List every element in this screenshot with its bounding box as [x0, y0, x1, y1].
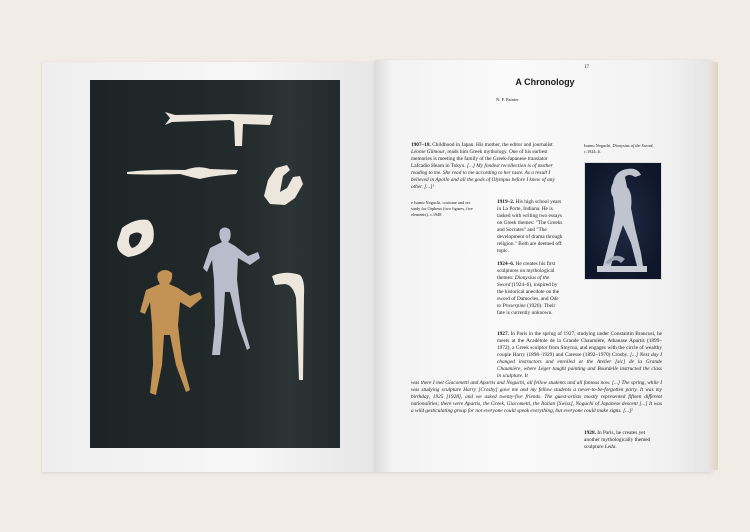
page-number: 17	[584, 65, 589, 70]
entry-text: (1926). Their fate is currently unknown.	[497, 303, 556, 316]
entry-year: 1919–2.	[497, 199, 515, 205]
left-photo-caption: e Isamu Noguchi, costume and set study for Orpheus (two figures, five elements), c.1948	[411, 200, 473, 217]
sculpture-caption	[584, 143, 662, 155]
entry-year: 1924–6.	[497, 261, 515, 267]
chapter-title: A Chronology	[515, 77, 575, 87]
entry-italic: Leda	[604, 444, 616, 450]
sculpture-photo	[584, 162, 662, 280]
entry-text: His high school years in La Porte, Indiana. He is tasked with writing two essays on Greek themes: "The Greeks and Socrates" and "The development of drama through religion." Both are deemed off topic.	[497, 199, 563, 254]
entry-text: He creates his first sculptures on mythological themes:	[497, 261, 556, 281]
caption-date: , c.1924–6.	[584, 143, 654, 154]
chronology-entry-1927	[497, 331, 662, 380]
entry-year: 1907–18.	[411, 142, 431, 148]
chronology-entry-1919	[497, 199, 563, 255]
entry-italic: Léonie Gilmour	[411, 149, 445, 155]
ring-element	[117, 220, 154, 257]
entry-text: In Paris, he creates yet another mythologically themed sculpture	[584, 430, 651, 450]
entry-text: Childhood in Japan. His mother, the editor and journalist	[430, 142, 553, 148]
caption-title: Dionysius of the Sword	[612, 143, 653, 148]
entry-year: 1927.	[497, 331, 509, 337]
entry-italic: Dionysius of the Sword	[497, 275, 550, 288]
chronology-entry-1924	[497, 261, 563, 317]
chronology-entry-1928	[584, 430, 662, 451]
cutout-figures-image	[90, 80, 340, 448]
costume-study-photo	[90, 80, 340, 448]
entry-text: In Paris in the spring of 1927, studying under Constantin Brancusi, he meets at the Académie de la Grande Chaumière, Athanase Apartis (1899–1972), a Greek sculptor from Smyrna, and engages with the circle of wealthy couple Harry (1898–1929) and Caresse (1892–1970) Crosby.	[497, 331, 662, 358]
chronology-entry-1927-quote: was there I met Giacometti and Apartis and Noguchi, all fellow students and all famous now. [...] The spring, while I was studying sculpture Harry [Crosby] gave me and my fellow students a never-to-be-forgotten party. It was my birthday, 1925 [1928], and we asked twenty-five friends. The guest-artists mostly represented fifteen different nationalities; there were Apartis, the Greek, Giacometti, the Italian [Swiss], Noguchi of Japanese descent [...] It was a wild gesticulating group for not everyone could speak everything, but everyone could make signs. [...]²	[411, 380, 662, 414]
page-edge	[710, 62, 718, 470]
entry-text: .	[615, 444, 617, 450]
cane-element	[272, 273, 304, 380]
author-name: N. F. Painter	[496, 97, 519, 102]
u-shaped-element	[264, 165, 303, 205]
spindle-element	[127, 167, 238, 179]
entry-year: 1928.	[584, 430, 596, 436]
chronology-entry-1907	[411, 142, 563, 191]
caption-author: Isamu Noguchi,	[584, 143, 613, 148]
entry-italic: Ode to Proserpine	[497, 296, 559, 309]
entry-text: (1924–6), inspired by the historical anecdote on the sword of Damocles, and	[497, 282, 560, 302]
entry-text: , reads him Greek mythology. One of his earliest memories is meeting the family of the Greek-Japanese translator Lafcadio Hearn in Tokyo.	[411, 149, 548, 169]
grey-figure	[203, 228, 260, 356]
entry-quote: [...] My fondest recollection is of mother reading to me. She read to me according to her taste. As a result I believed in Apollo and all the gods of Olympus before I knew of any other. [...]¹	[411, 163, 555, 190]
orange-figure	[140, 270, 202, 395]
dionysius-sculpture-image	[585, 163, 661, 279]
entry-quote: [...] Next day I changed instructors and enrolled at the Atelier [sic] de la Grande Chaumière, where Léger taught painting and Bourdelle instructed the class in sculpture. It	[497, 352, 663, 379]
t-shaped-element	[165, 112, 273, 146]
